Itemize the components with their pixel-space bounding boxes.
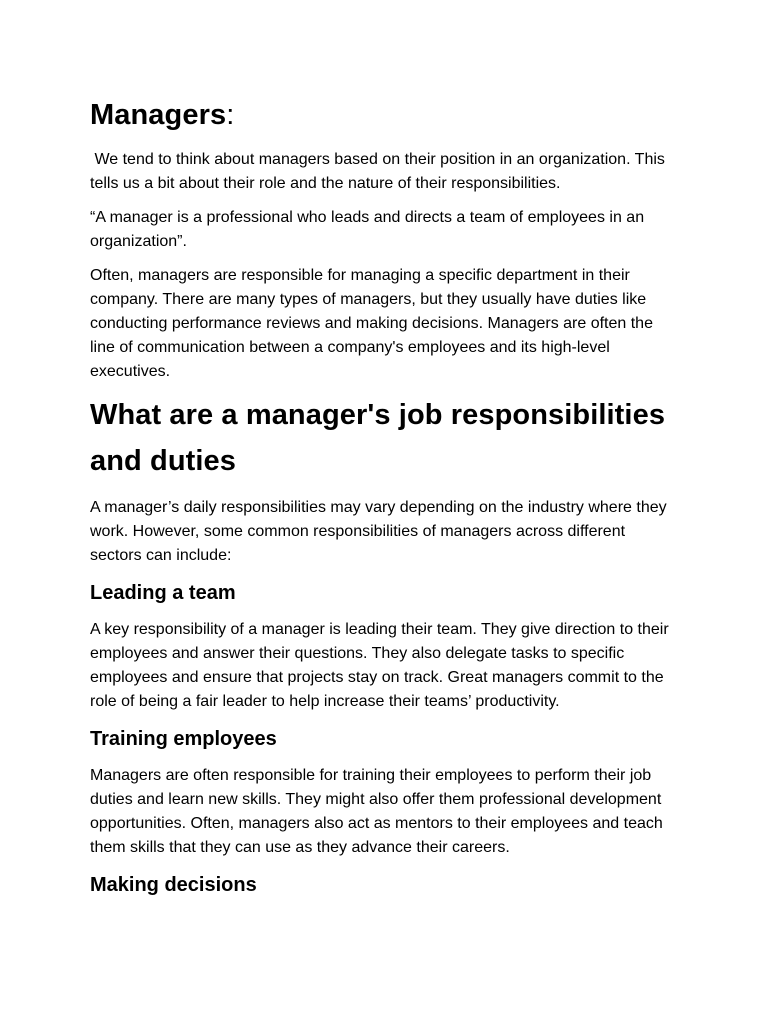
document-title-colon: :: [226, 99, 235, 131]
subsection-heading-training-employees: Training employees: [90, 728, 277, 750]
section-heading: What are a manager's job responsibilities and duties: [90, 399, 666, 477]
subsection-body-training-employees: Managers are often responsible for training their employees to perform their job duties and learn new skills. They might also offer them professional development opportunities. Often, managers also act as mentors to their employees and teach them skills that they can use as they advance their careers.: [90, 767, 663, 856]
subsection-body-leading-a-team: A key responsibility of a manager is leading their team. They give direction to their employees and answer their questions. They also delegate tasks to specific employees and ensure that projects stay on track. Great managers commit to the role of being a fair leader to help increase their teams’ productivity.: [90, 621, 669, 710]
subsection-heading-making-decisions: Making decisions: [90, 874, 257, 896]
document-title: [90, 92, 678, 138]
document-title-text: Managers: [90, 99, 227, 131]
intro-paragraph-3: Often, managers are responsible for managing a specific department in their company. There are many types of managers, but they usually have duties like conducting performance reviews and making decisions. Managers are often the line of communication between a company's employees and its high-level executives.: [90, 267, 653, 380]
intro-paragraph-2: “A manager is a professional who leads and directs a team of employees in an organization”.: [90, 209, 645, 250]
section-intro-paragraph: A manager’s daily responsibilities may vary depending on the industry where they work. However, some common responsibilities of managers across different sectors can include:: [90, 499, 667, 564]
subsection-heading-leading-a-team: Leading a team: [90, 582, 236, 604]
intro-paragraph-1: We tend to think about managers based on their position in an organization. This tells us a bit about their role and the nature of their responsibilities.: [90, 151, 670, 192]
